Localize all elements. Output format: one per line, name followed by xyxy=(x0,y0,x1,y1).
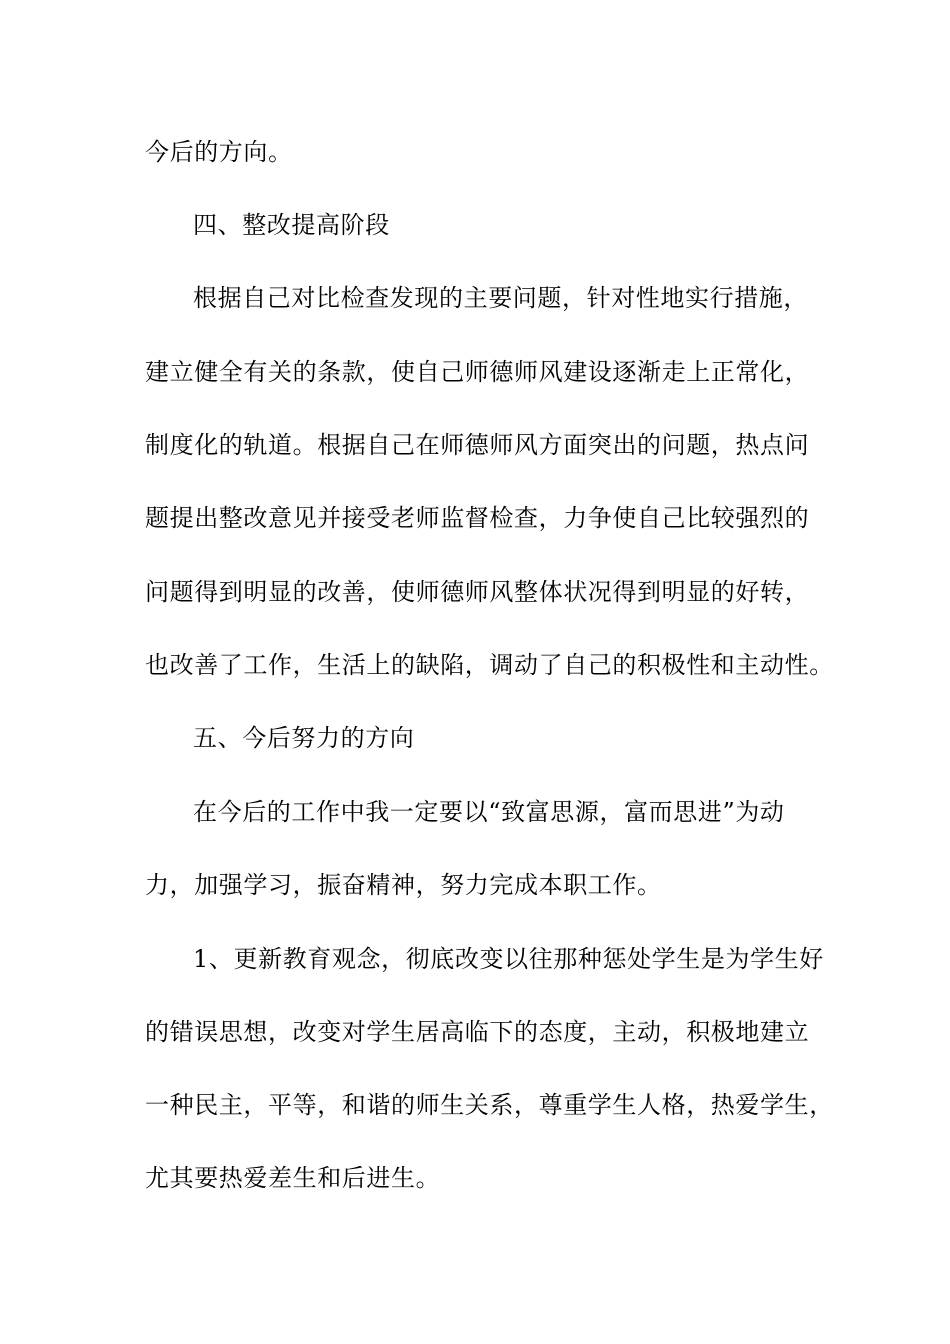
paragraph-line: 今后的方向。 xyxy=(145,138,293,166)
paragraph-line: 尤其要热爱差生和后进生。 xyxy=(145,1164,441,1192)
paragraph-line: 一种民主，平等，和谐的师生关系，尊重学生人格，热爱学生， xyxy=(145,1091,834,1119)
list-item-line: 1、更新教育观念，彻底改变以往那种惩处学生是为学生好 xyxy=(193,945,824,973)
section-heading: 五、今后努力的方向 xyxy=(193,724,415,752)
paragraph-line: 力，加强学习，振奋精神，努力完成本职工作。 xyxy=(145,871,662,899)
paragraph-line: 也改善了工作，生活上的缺陷，调动了自己的积极性和主动性。 xyxy=(145,651,834,679)
paragraph-line: 题提出整改意见并接受老师监督检查，力争使自己比较强烈的 xyxy=(145,504,810,532)
paragraph-line: 问题得到明显的改善，使师德师风整体状况得到明显的好转， xyxy=(145,578,810,606)
paragraph-line: 制度化的轨道。根据自己在师德师风方面突出的问题，热点问 xyxy=(145,431,810,459)
section-heading: 四、整改提高阶段 xyxy=(193,211,390,239)
paragraph-line: 根据自己对比检查发现的主要问题，针对性地实行措施， xyxy=(193,284,808,312)
paragraph-line: 的错误思想，改变对学生居高临下的态度，主动，积极地建立 xyxy=(145,1018,810,1046)
paragraph-line: 在今后的工作中我一定要以“致富思源，富而思进”为动 xyxy=(193,798,785,826)
paragraph-line: 建立健全有关的条款，使自己师德师风建设逐渐走上正常化， xyxy=(145,358,810,386)
